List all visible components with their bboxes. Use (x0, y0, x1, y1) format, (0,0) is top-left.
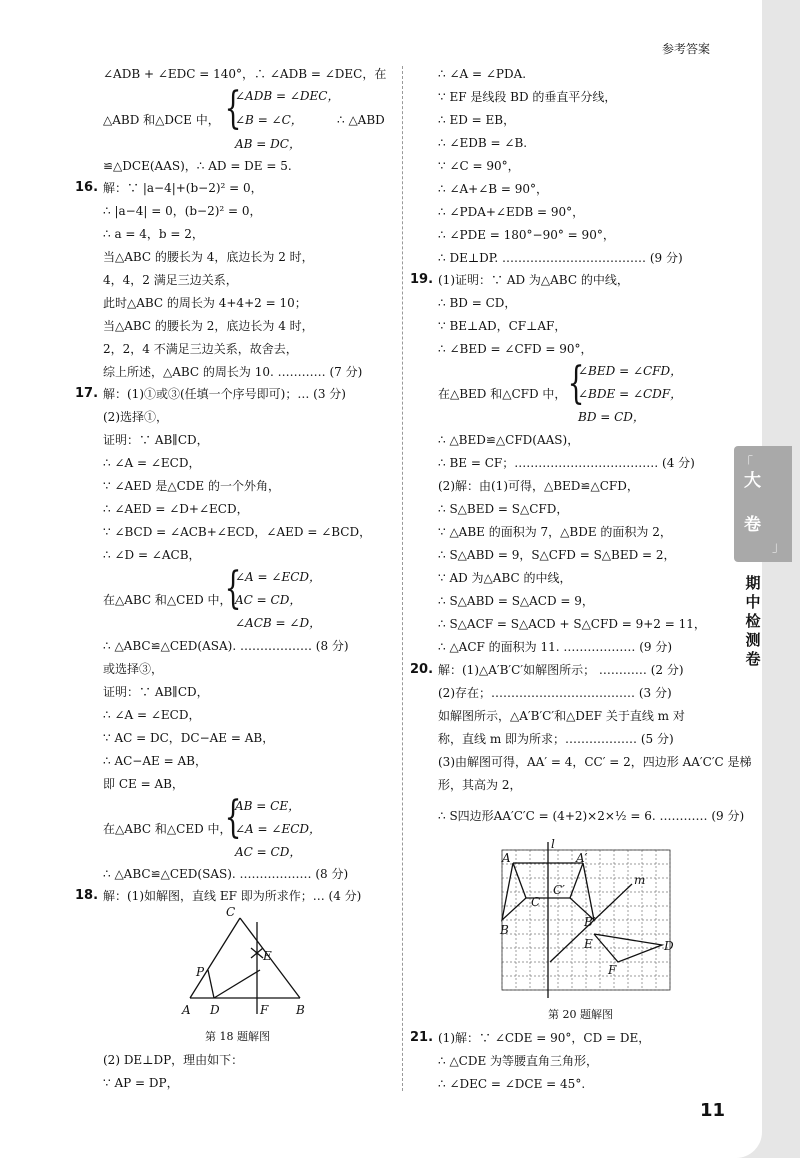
side-tab-bracket-bottom: 」 (772, 540, 786, 555)
figure-18 (180, 904, 320, 1024)
text-line: ∵ △ABE 的面积为 7，△BDE 的面积为 2， (438, 525, 672, 539)
text-line: ∴ S△ACF = S△ACD + S△CFD = 9+2 = 11， (438, 617, 706, 631)
text-line: 4，4，2 满足三边关系， (103, 273, 238, 287)
fig18-label-c: C (226, 905, 236, 919)
text-line: ∵ AD 为△ABC 的中线， (438, 571, 572, 585)
text-line: 形，其高为 2， (438, 778, 522, 792)
fig18-label-f: F (260, 1003, 269, 1017)
text-line: ∵ EF 是线段 BD 的垂直平分线， (438, 90, 617, 104)
text-line: ∠B = ∠C， (235, 113, 303, 127)
side-tab-vertical-title: 期中检测卷 (745, 574, 761, 668)
text-line: ∴ BE = CF；……………………………… (4 分) (438, 456, 695, 470)
side-tab-big-top: 大 (744, 471, 761, 491)
fig20-label-a: A (502, 851, 511, 865)
text-line: ∴ S△ABD = 9，S△CFD = S△BED = 2， (438, 548, 676, 562)
text-line: ∴ ∠EDB = ∠B. (438, 136, 528, 150)
fig18-label-p: P (196, 965, 205, 979)
fig18-label-d: D (210, 1003, 220, 1017)
page-number: 11 (700, 1100, 726, 1121)
text-line: ∴ BD = CD， (438, 296, 517, 310)
text-line: ∴ ∠A = ∠ECD， (103, 456, 201, 470)
text-line: ∵ ∠C = 90°， (438, 159, 520, 173)
fig18-label-e: E (263, 949, 272, 963)
text-line: ∴ △ABD (337, 113, 385, 127)
fig20-label-m: m (634, 873, 646, 887)
text-line: △ABD 和△DCE 中， (103, 113, 220, 127)
text-line: 当△ABC 的腰长为 2，底边长为 4 时， (103, 319, 314, 333)
text-line: BD = CD， (578, 410, 645, 424)
text-line: ∵ AC = DC，DC−AE = AB， (103, 731, 275, 745)
text-line: ∴ ∠DEC = ∠DCE = 45°. (438, 1077, 586, 1091)
page-header-title: 参考答案 (662, 42, 711, 56)
text-line: ≌△DCE(AAS)，∴ AD = DE = 5. (103, 159, 292, 173)
text-line: ∠ADB + ∠EDC = 140°，∴ ∠ADB = ∠DEC，在 (103, 67, 387, 81)
text-line: ∴ ED = EB， (438, 113, 516, 127)
question-number: 18. (75, 888, 99, 903)
text-line: ∴ DE⊥DP. ……………………………… (9 分) (438, 251, 683, 265)
text-line: 解：(1)①或③(任填一个序号即可)；… (3 分) (103, 387, 346, 401)
fig20-label-f: F (608, 963, 617, 977)
text-line: ∵ AP = DP， (103, 1076, 179, 1090)
side-tab-big-bottom: 卷 (744, 515, 761, 535)
column-divider (402, 66, 403, 1091)
text-line: (1)解：∵ ∠CDE = 90°，CD = DE， (438, 1031, 651, 1045)
text-line: 2，2，4 不满足三边关系，故舍去， (103, 342, 298, 356)
text-line: ∠BED = ∠CFD， (578, 364, 683, 378)
text-line: ∴ △BED≌△CFD(AAS)， (438, 433, 580, 447)
text-line: ∴ AC−AE = AB， (103, 754, 207, 768)
text-line: ∴ △CDE 为等腰直角三角形， (438, 1054, 599, 1068)
text-line: 或选择③， (103, 662, 164, 676)
fig18-segment-pd (208, 970, 214, 998)
figure-20-caption: 第 20 题解图 (548, 1008, 613, 1021)
text-line: ∴ △ABC≌△CED(ASA). ……………… (8 分) (103, 639, 349, 653)
text-line: 解：(1)如解图，直线 EF 即为所求作；… (4 分) (103, 889, 362, 903)
text-line: 如解图所示，△A′B′C′和△DEF 关于直线 m 对 (438, 709, 685, 723)
text-line: ∴ S四边形AA′C′C = (4+2)×2×½ = 6. ………… (9 分) (438, 809, 745, 823)
text-line: ∴ ∠AED = ∠D+∠ECD， (103, 502, 249, 516)
text-line: ∴ ∠A+∠B = 90°， (438, 182, 549, 196)
text-line: ∠ADB = ∠DEC， (235, 89, 340, 103)
text-line: ∴ S△ABD = S△ACD = 9， (438, 594, 594, 608)
text-line: (3)由解图可得，AA′ = 4，CC′ = 2，四边形 AA′C′C 是梯 (438, 755, 752, 769)
question-number: 20. (410, 662, 434, 677)
text-line: ∠A = ∠ECD， (235, 822, 322, 836)
fig18-label-a: A (182, 1003, 191, 1017)
text-line: 证明：∵ AB∥CD， (103, 433, 209, 447)
brace: { (567, 358, 585, 409)
text-line: AC = CD， (235, 593, 302, 607)
text-line: ∴ △ABC≌△CED(SAS). ……………… (8 分) (103, 867, 349, 881)
text-line: (2)选择①， (103, 410, 168, 424)
text-line: (2) DE⊥DP，理由如下： (103, 1053, 244, 1067)
brace: { (224, 83, 242, 134)
text-line: 解：∵ |a−4|+(b−2)² = 0， (103, 181, 263, 195)
text-line: ∴ |a−4| = 0，(b−2)² = 0， (103, 204, 262, 218)
fig20-label-e: E (584, 937, 593, 951)
text-line: 称，直线 m 即为所求；……………… (5 分) (438, 732, 674, 746)
text-line: 在△ABC 和△CED 中， (103, 822, 232, 836)
text-line: 在△ABC 和△CED 中， (103, 593, 232, 607)
text-line: ∵ BE⊥AD，CF⊥AF， (438, 319, 567, 333)
question-number: 21. (410, 1030, 434, 1045)
text-line: ∴ ∠A = ∠ECD， (103, 708, 201, 722)
fig20-label-a-prime: A′ (576, 851, 588, 865)
text-line: ∴ S△BED = S△CFD， (438, 502, 569, 516)
brace: { (224, 563, 242, 614)
question-number: 19. (410, 272, 434, 287)
question-number: 17. (75, 386, 99, 401)
text-line: ∴ ∠D = ∠ACB， (103, 548, 201, 562)
figure-18-caption: 第 18 题解图 (205, 1030, 270, 1043)
fig20-triangle-a1b1c1 (570, 863, 594, 920)
text-line: 综上所述，△ABC 的周长为 10. ………… (7 分) (103, 365, 363, 379)
text-line: ∴ ∠PDE = 180°−90° = 90°， (438, 228, 615, 242)
text-line: 证明：∵ AB∥CD， (103, 685, 209, 699)
text-line: ∴ △ACF 的面积为 11. ……………… (9 分) (438, 640, 673, 654)
text-line: 当△ABC 的腰长为 4，底边长为 2 时， (103, 250, 314, 264)
side-tab-bracket-top: 「 (740, 456, 754, 471)
text-line: 在△BED 和△CFD 中， (438, 387, 567, 401)
question-number: 16. (75, 180, 99, 195)
fig18-segment-de (214, 970, 260, 998)
fig20-label-b: B (500, 923, 509, 937)
figure-20 (498, 838, 678, 1000)
text-line: ∴ a = 4，b = 2， (103, 227, 204, 241)
fig20-label-l: l (551, 838, 555, 851)
text-line: ∠BDE = ∠CDF， (578, 387, 683, 401)
fig20-label-c: C (531, 895, 541, 909)
text-line: (2)解：由(1)可得，△BED≌△CFD， (438, 479, 639, 493)
fig20-triangle-abc (502, 863, 526, 920)
text-line: AB = CE， (235, 799, 301, 813)
text-line: AB = DC， (235, 137, 301, 151)
text-line: 解：(1)△A′B′C′如解图所示； ………… (2 分) (438, 663, 684, 677)
text-line: ∵ ∠AED 是△CDE 的一个外角， (103, 479, 280, 493)
text-line: (2)存在；……………………………… (3 分) (438, 686, 672, 700)
fig20-label-c-prime: C′ (553, 883, 565, 897)
text-line: ∠ACB = ∠D， (235, 616, 322, 630)
text-line: ∠A = ∠ECD， (235, 570, 322, 584)
text-line: ∴ ∠A = ∠PDA. (438, 67, 527, 81)
text-line: (1)证明：∵ AD 为△ABC 的中线， (438, 273, 629, 287)
brace: { (224, 792, 242, 843)
text-line: ∴ ∠PDA+∠EDB = 90°， (438, 205, 585, 219)
fig18-label-b: B (296, 1003, 305, 1017)
text-line: ∴ ∠BED = ∠CFD = 90°， (438, 342, 593, 356)
fig20-label-d: D (664, 939, 674, 953)
fig20-label-b-prime: B′ (584, 915, 596, 929)
text-line: AC = CD， (235, 845, 302, 859)
text-line: 此时△ABC 的周长为 4+4+2 = 10； (103, 296, 307, 310)
text-line: 即 CE = AB， (103, 777, 184, 791)
text-line: ∵ ∠BCD = ∠ACB+∠ECD，∠AED = ∠BCD， (103, 525, 372, 539)
